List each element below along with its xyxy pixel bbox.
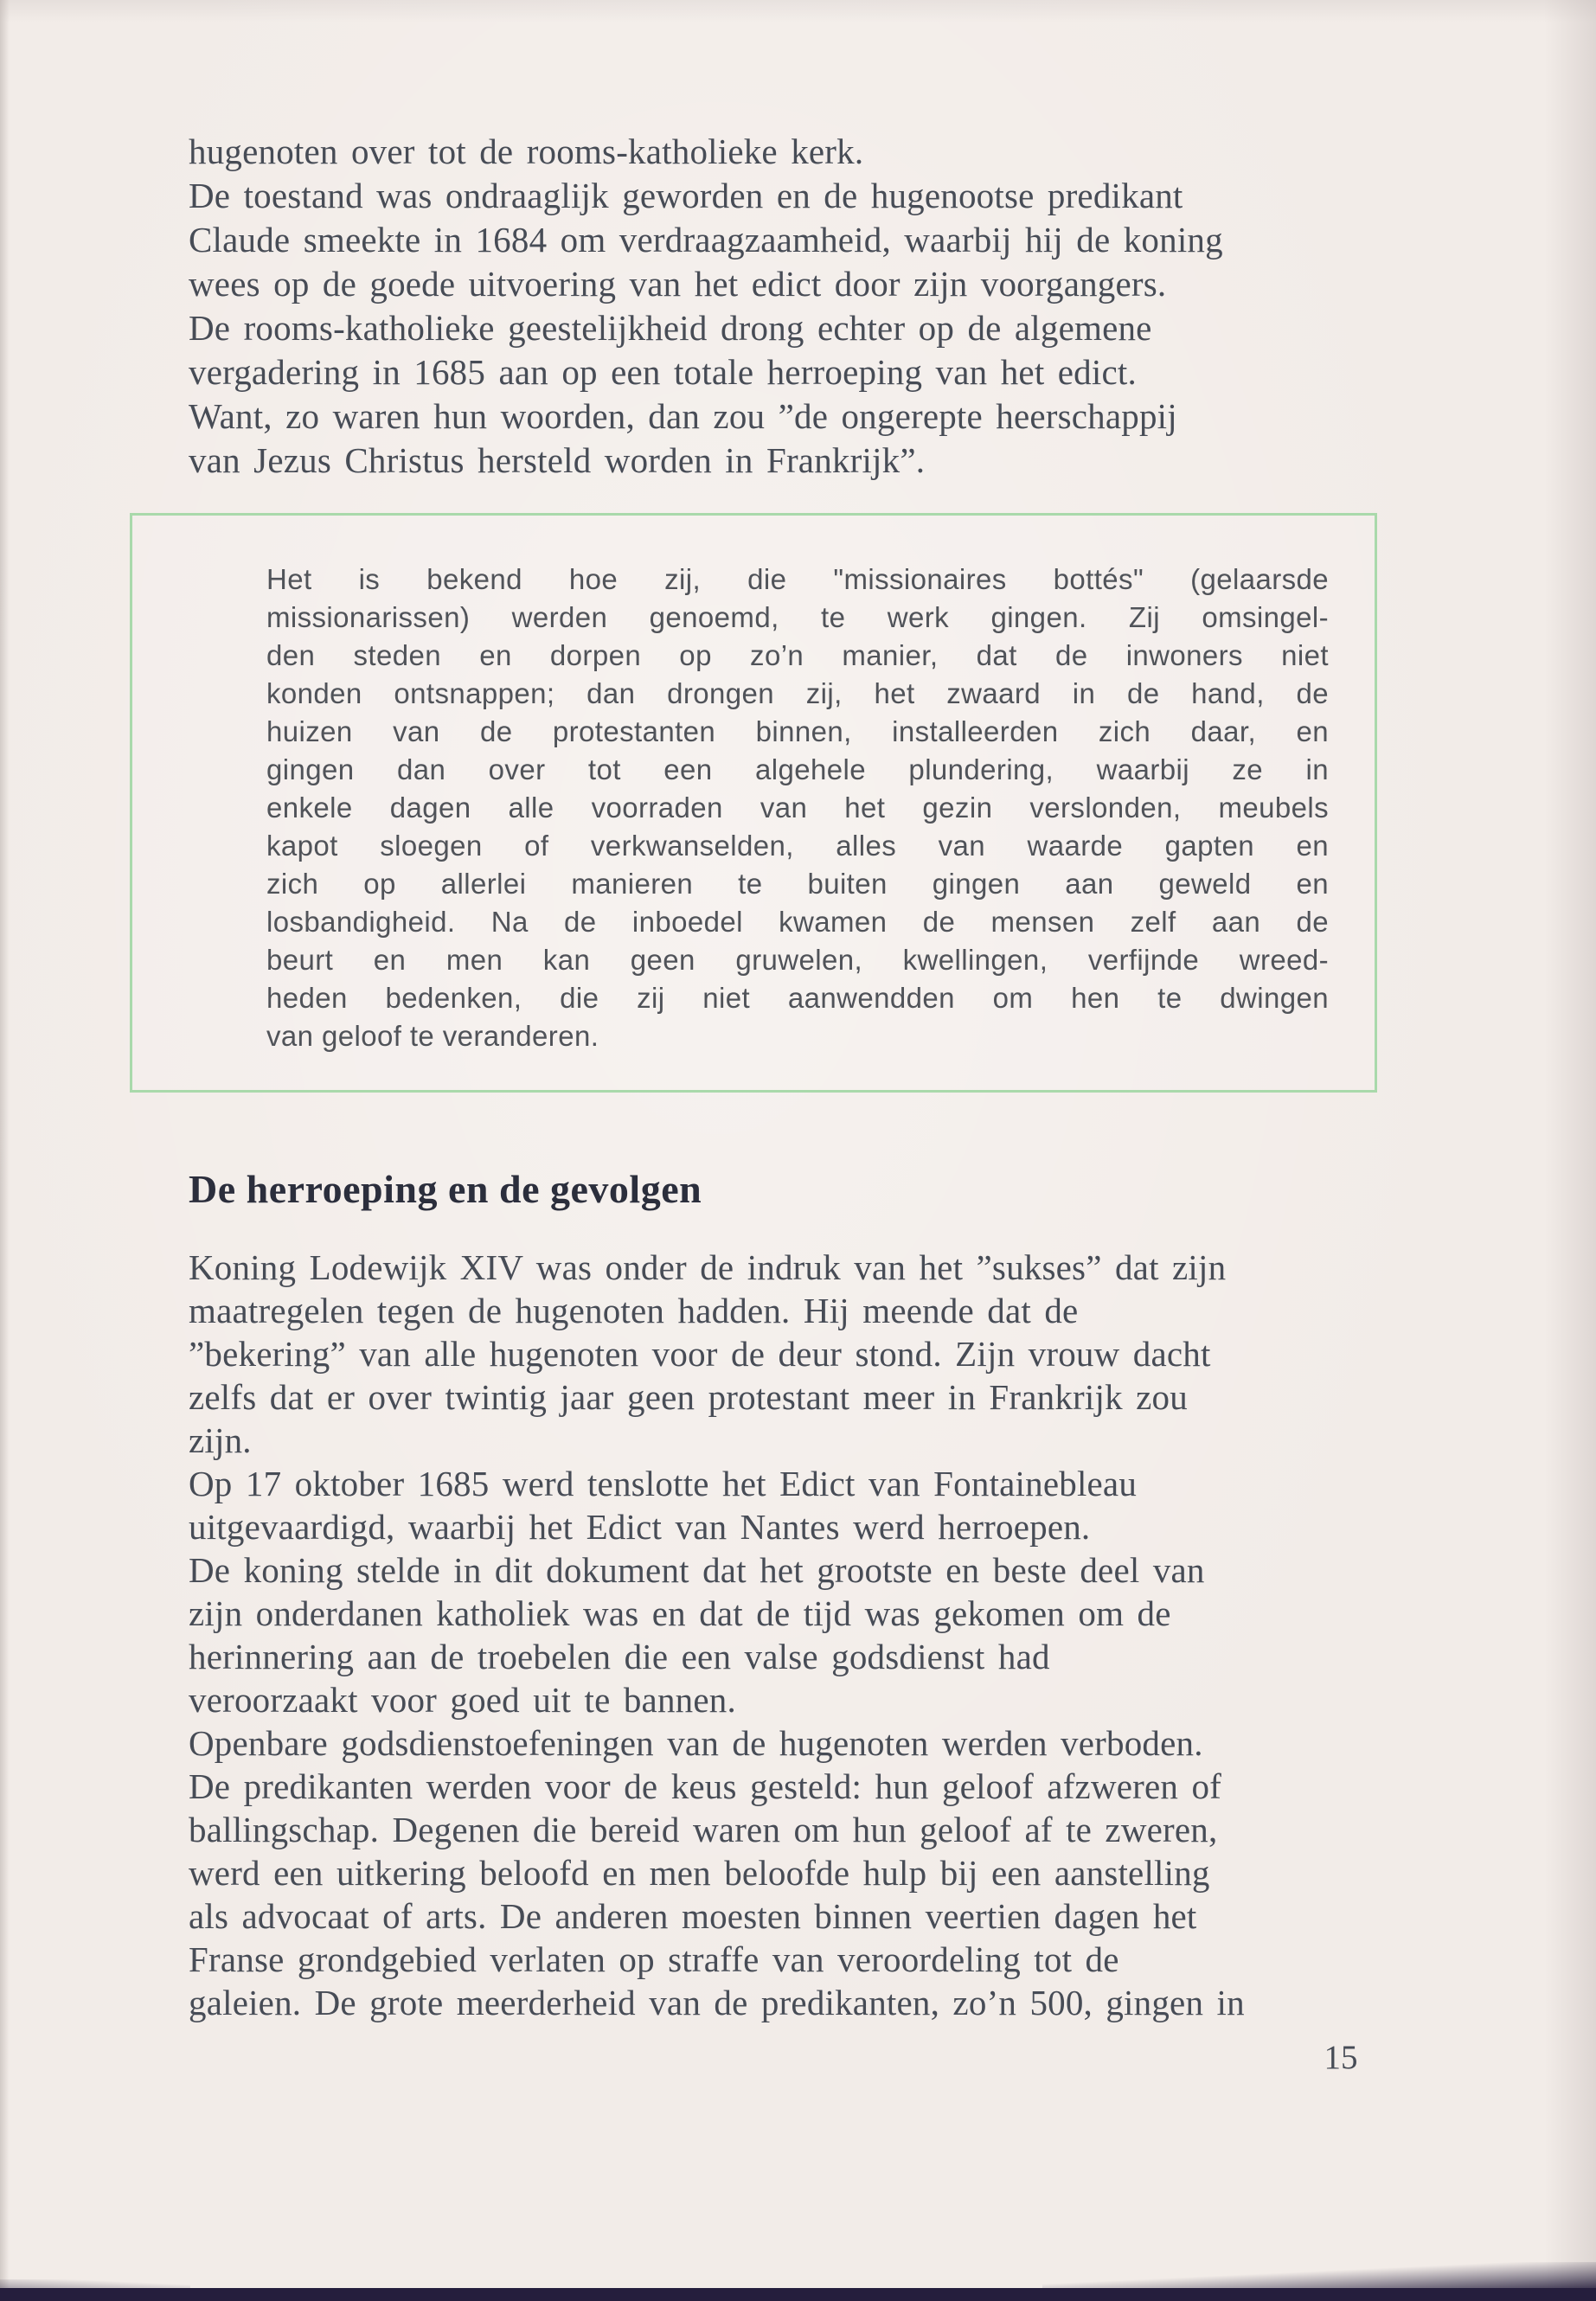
text-line: De toestand was ondraaglijk geworden en de hugenootse predikant: [189, 176, 1183, 215]
text-line: den steden en dorpen op zo’n manier, dat de inwoners niet: [266, 639, 1329, 671]
text-line: De rooms-katholieke geestelijkheid drong echter op de algemene: [189, 308, 1152, 348]
text-line: De predikanten werden voor de keus gesteld: hun geloof afzweren of: [189, 1766, 1222, 1806]
text-line: beurt en men kan geen gruwelen, kwellingen, verfijnde wreed-: [266, 944, 1329, 976]
page-number: 15: [1324, 2039, 1358, 2076]
text-line: zijn.: [189, 1420, 252, 1460]
text-line: maatregelen tegen de hugenoten hadden. Hij meende dat de: [189, 1291, 1079, 1330]
text-line: kapot sloegen of verkwanselden, alles van waarde gapten en: [266, 830, 1329, 862]
text-line: hugenoten over tot de rooms-katholieke kerk.: [189, 131, 864, 171]
text-line: wees op de goede uitvoering van het edict door zijn voorgangers.: [189, 264, 1167, 304]
quote-box-text: [266, 561, 1329, 1055]
text-line: Op 17 oktober 1685 werd tenslotte het Edict van Fontainebleau: [189, 1464, 1138, 1503]
text-line: missionarissen) werden genoemd, te werk gingen. Zij omsingel-: [266, 601, 1329, 633]
text-line: De koning stelde in dit dokument dat het grootste en beste deel van: [189, 1550, 1205, 1590]
text-line: Het is bekend hoe zij, die "missionaires bottés" (gelaarsde: [266, 563, 1329, 595]
section-heading: De herroeping en de gevolgen: [189, 1167, 702, 1211]
text-line: zelfs dat er over twintig jaar geen protestant meer in Frankrijk zou: [189, 1377, 1188, 1417]
text-line: losbandigheid. Na de inboedel kwamen de mensen zelf aan de: [266, 906, 1329, 938]
text-line: als advocaat of arts. De anderen moesten binnen veertien dagen het: [189, 1896, 1197, 1936]
text-line: heden bedenken, die zij niet aanwendden om hen te dwingen: [266, 982, 1329, 1014]
text-line: galeien. De grote meerderheid van de predikanten, zo’n 500, gingen in: [189, 1983, 1245, 2022]
text-line: Koning Lodewijk XIV was onder de indruk van het ”sukses” dat zijn: [189, 1247, 1227, 1287]
text-line: uitgevaardigd, waarbij het Edict van Nantes werd herroepen.: [189, 1507, 1091, 1547]
intro-paragraph: [189, 130, 1365, 483]
text-line: Openbare godsdienstoefeningen van de hugenoten werden verboden.: [189, 1723, 1203, 1763]
quote-box: [130, 513, 1377, 1093]
text-line: zijn onderdanen katholiek was en dat de tijd was gekomen om de: [189, 1593, 1171, 1633]
text-line: gingen dan over tot een algehele plundering, waarbij ze in: [266, 753, 1329, 785]
text-line: van geloof te veranderen.: [266, 1020, 599, 1052]
scan-edge-shadow: [0, 2288, 1596, 2301]
text-line: ballingschap. Degenen die bereid waren om hun geloof af te zweren,: [189, 1810, 1218, 1849]
text-line: herinnering aan de troebelen die een valse godsdienst had: [189, 1637, 1050, 1676]
text-line: ”bekering” van alle hugenoten voor de deur stond. Zijn vrouw dacht: [189, 1334, 1211, 1374]
text-line: konden ontsnappen; dan drongen zij, het zwaard in de hand, de: [266, 677, 1329, 709]
text-line: huizen van de protestanten binnen, installeerden zich daar, en: [266, 715, 1329, 747]
text-line: Franse grondgebied verlaten op straffe van veroordeling tot de: [189, 1939, 1119, 1979]
text-line: zich op allerlei manieren te buiten gingen aan geweld en: [266, 868, 1329, 900]
text-line: van Jezus Christus hersteld worden in Frankrijk”.: [189, 440, 926, 480]
body-paragraph: [189, 1246, 1365, 2024]
text-line: veroorzaakt voor goed uit te bannen.: [189, 1680, 736, 1720]
text-line: enkele dagen alle voorraden van het gezin verslonden, meubels: [266, 792, 1329, 824]
text-line: vergadering in 1685 aan op een totale herroeping van het edict.: [189, 352, 1137, 392]
text-line: Claude smeekte in 1684 om verdraagzaamheid, waarbij hij de koning: [189, 220, 1223, 260]
text-line: Want, zo waren hun woorden, dan zou ”de ongerepte heerschappij: [189, 396, 1177, 436]
text-line: werd een uitkering beloofd en men beloofde hulp bij een aanstelling: [189, 1853, 1210, 1893]
